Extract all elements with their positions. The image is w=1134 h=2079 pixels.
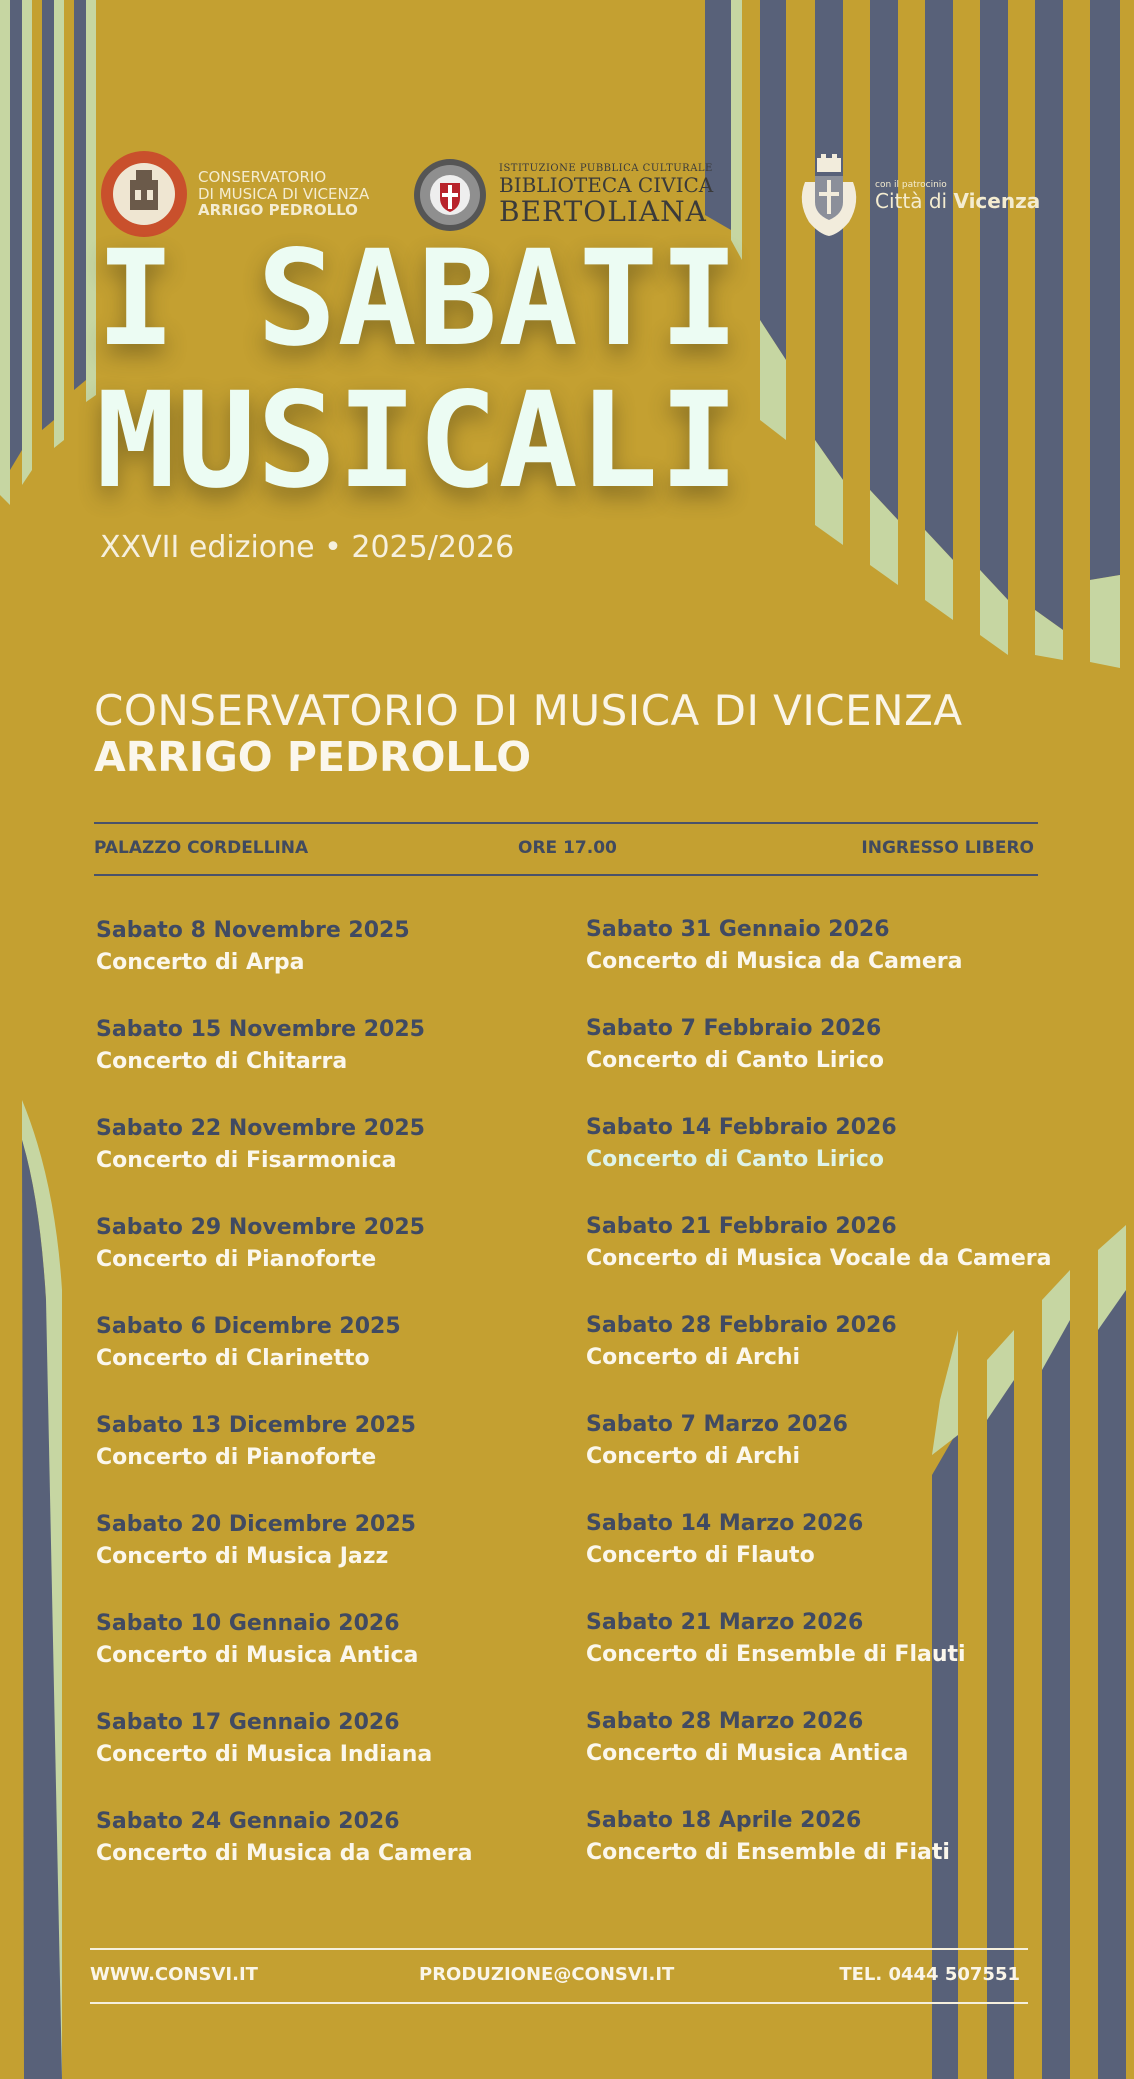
event-date: Sabato 13 Dicembre 2025 [96,1413,416,1438]
event-date: Sabato 22 Novembre 2025 [96,1116,425,1141]
event-title: Concerto di Musica Jazz [96,1544,389,1569]
event-date: Sabato 21 Marzo 2026 [586,1610,864,1635]
event-title: Concerto di Archi [586,1444,801,1469]
event-item [586,1607,1134,1671]
main-title-line2: MUSICALI [96,364,740,518]
organizer-name: CONSERVATORIO DI MUSICA DI VICENZA [94,686,963,735]
event-title: Concerto di Arpa [96,950,305,975]
phone-number[interactable]: TEL. 0444 507551 [839,1964,1020,1985]
event-title: Concerto di Musica Indiana [96,1742,433,1767]
website-link[interactable]: WWW.CONSVI.IT [90,1964,258,1985]
main-title-line1: I SABATI [96,222,740,376]
organizer-subname: ARRIGO PEDROLLO [94,733,532,781]
time-label: ORE 17.00 [518,838,617,858]
event-title: Concerto di Musica Antica [586,1741,909,1766]
event-item [586,1805,1134,1869]
city-name-strong: Vicenza [953,188,1041,213]
event-date: Sabato 21 Febbraio 2026 [586,1214,897,1239]
event-title: Concerto di Archi [586,1345,801,1370]
event-item [96,1113,656,1177]
comune-vicenza-logo [797,152,1040,240]
event-date: Sabato 7 Marzo 2026 [586,1412,848,1437]
event-info-bar [94,822,1038,876]
event-title: Concerto di Musica da Camera [586,949,963,974]
event-date: Sabato 14 Febbraio 2026 [586,1115,897,1140]
event-title: Concerto di Musica Vocale da Camera [586,1246,1052,1271]
event-item [586,1112,1134,1176]
event-item [586,1013,1134,1077]
stripes-top-right [705,0,1120,668]
conservatorio-logo-line1: CONSERVATORIO [198,167,327,186]
event-title: Concerto di Pianoforte [96,1445,377,1470]
event-title: Concerto di Clarinetto [96,1346,370,1371]
contact-footer [90,1948,1028,2004]
biblioteca-logo [413,158,713,232]
venue-label: PALAZZO CORDELLINA [94,838,309,858]
event-item [586,1211,1134,1275]
city-name [875,190,1040,212]
event-item [96,1014,656,1078]
email-link[interactable]: PRODUZIONE@CONSVI.IT [419,1964,675,1985]
event-date: Sabato 10 Gennaio 2026 [96,1611,400,1636]
event-title: Concerto di Canto Lirico [586,1147,885,1172]
event-date: Sabato 17 Gennaio 2026 [96,1710,400,1735]
edition-label: XXVII edizione • 2025/2026 [100,530,515,565]
event-title: Concerto di Musica Antica [96,1643,419,1668]
event-item [586,914,1134,978]
event-item [586,1508,1134,1572]
biblioteca-seal-icon [413,158,487,232]
event-title: Concerto di Flauto [586,1543,815,1568]
event-date: Sabato 31 Gennaio 2026 [586,917,890,942]
event-date: Sabato 24 Gennaio 2026 [96,1809,400,1834]
event-date: Sabato 14 Marzo 2026 [586,1511,864,1536]
event-date: Sabato 15 Novembre 2025 [96,1017,425,1042]
stripes-bottom-left [22,1100,62,2079]
event-title: Concerto di Pianoforte [96,1247,377,1272]
event-item [96,1509,656,1573]
event-title: Concerto di Chitarra [96,1049,348,1074]
event-title: Concerto di Fisarmonica [96,1148,397,1173]
event-item [96,1806,656,1870]
biblioteca-logo-line3: BERTOLIANA [499,195,707,229]
city-prefix: Città di [875,188,954,213]
main-title [96,222,740,518]
event-title: Concerto di Ensemble di Flauti [586,1642,966,1667]
conservatorio-logo-line3: ARRIGO PEDROLLO [198,201,358,220]
event-item [96,1212,656,1276]
stripes-top-left [0,0,96,505]
event-item [96,1707,656,1771]
event-title: Concerto di Canto Lirico [586,1048,885,1073]
event-date: Sabato 29 Novembre 2025 [96,1215,425,1240]
event-item [96,915,656,979]
event-item [96,1608,656,1672]
event-item [96,1410,656,1474]
vicenza-coat-of-arms-icon [797,152,861,240]
event-date: Sabato 28 Febbraio 2026 [586,1313,897,1338]
conservatorio-logo-line2: DI MUSICA DI VICENZA [198,184,370,203]
event-date: Sabato 20 Dicembre 2025 [96,1512,416,1537]
event-date: Sabato 8 Novembre 2025 [96,918,410,943]
event-date: Sabato 7 Febbraio 2026 [586,1016,882,1041]
biblioteca-logo-line2: BIBLIOTECA CIVICA [499,172,714,197]
event-date: Sabato 6 Dicembre 2025 [96,1314,401,1339]
patronage-label: con il patrocinio [875,179,947,190]
event-item [96,1311,656,1375]
event-item [586,1409,1134,1473]
event-date: Sabato 28 Marzo 2026 [586,1709,864,1734]
event-title: Concerto di Ensemble di Fiati [586,1840,950,1865]
entry-label: INGRESSO LIBERO [861,838,1034,858]
event-date: Sabato 18 Aprile 2026 [586,1808,862,1833]
event-title: Concerto di Musica da Camera [96,1841,473,1866]
event-item [586,1706,1134,1770]
event-item [586,1310,1134,1374]
biblioteca-logo-line1: ISTITUZIONE PUBBLICA CULTURALE [499,162,713,174]
